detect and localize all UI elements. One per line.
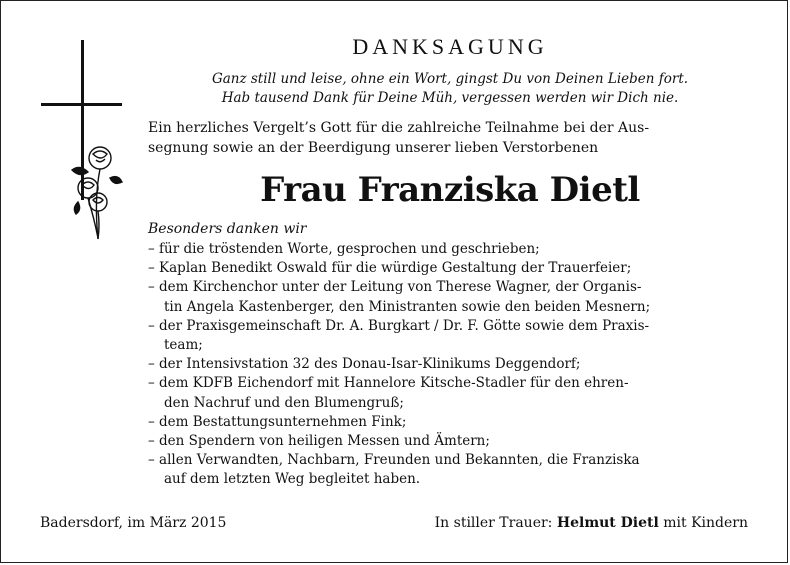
list-item-line: auf dem letzten Weg begleitet haben. — [164, 471, 421, 488]
deceased-name: Frau Franziska Dietl — [260, 170, 640, 210]
mourning-signature — [435, 513, 748, 533]
list-item — [148, 317, 758, 355]
intro-line: Ein herzliches Vergelt’s Gott für die zahlreiche Teilnahme bei der Aus- — [148, 120, 650, 136]
list-item — [148, 374, 758, 412]
verse-line: Ganz still und leise, ohne ein Wort, gingst Du von Deinen Lieben fort. — [211, 71, 689, 87]
intro-text — [148, 118, 748, 158]
verse — [150, 70, 750, 108]
cross-beam — [41, 103, 122, 106]
list-item-line: – dem Bestattungsunternehmen Fink; — [148, 413, 407, 430]
list-item-line: – allen Verwandten, Nachbarn, Freunden und Bekannten, die Franziska — [148, 452, 640, 469]
list-item — [148, 413, 758, 432]
list-item-line: – der Intensivstation 32 des Donau-Isar-Klinikums Deggendorf; — [148, 356, 581, 373]
list-item-line: team; — [164, 337, 203, 354]
list-item — [148, 278, 758, 316]
roses-icon — [60, 140, 130, 240]
verse-line: Hab tausend Dank für Deine Müh, vergessen werden wir Dich nie. — [221, 90, 679, 106]
list-item-line: tin Angela Kastenberger, den Ministranten sowie den beiden Mesnern; — [164, 298, 651, 315]
intro-line: segnung sowie an der Beerdigung unserer lieben Verstorbenen — [148, 140, 599, 156]
thanks-list — [148, 240, 758, 490]
list-item-line: den Nachruf und den Blumengruß; — [164, 394, 404, 411]
page-title: DANKSAGUNG — [352, 34, 548, 59]
list-item-line: – dem KDFB Eichendorf mit Hannelore Kitsche-Stadler für den ehren- — [148, 375, 629, 392]
list-item — [148, 355, 758, 374]
mourning-name: Helmut Dietl — [556, 515, 659, 531]
list-item — [148, 240, 758, 259]
list-item — [148, 432, 758, 451]
list-item-line: – dem Kirchenchor unter der Leitung von Therese Wagner, der Organis- — [148, 279, 642, 296]
list-item-line: – der Praxisgemeinschaft Dr. A. Burgkart / Dr. F. Götte sowie dem Praxis- — [148, 317, 650, 334]
list-item — [148, 451, 758, 489]
list-item-line: – für die tröstenden Worte, gesprochen und geschrieben; — [148, 241, 540, 257]
mourning-prefix: In stiller Trauer: — [434, 515, 557, 531]
list-item-line: – den Spendern von heiligen Messen und Ämtern; — [148, 433, 490, 450]
list-item-line: – Kaplan Benedikt Oswald für die würdige Gestaltung der Trauerfeier; — [148, 260, 632, 277]
place-date: Badersdorf, im März 2015 — [40, 515, 227, 531]
mourning-suffix: mit Kindern — [658, 515, 748, 531]
thanks-lead: Besonders danken wir — [148, 221, 307, 237]
list-item — [148, 259, 758, 278]
